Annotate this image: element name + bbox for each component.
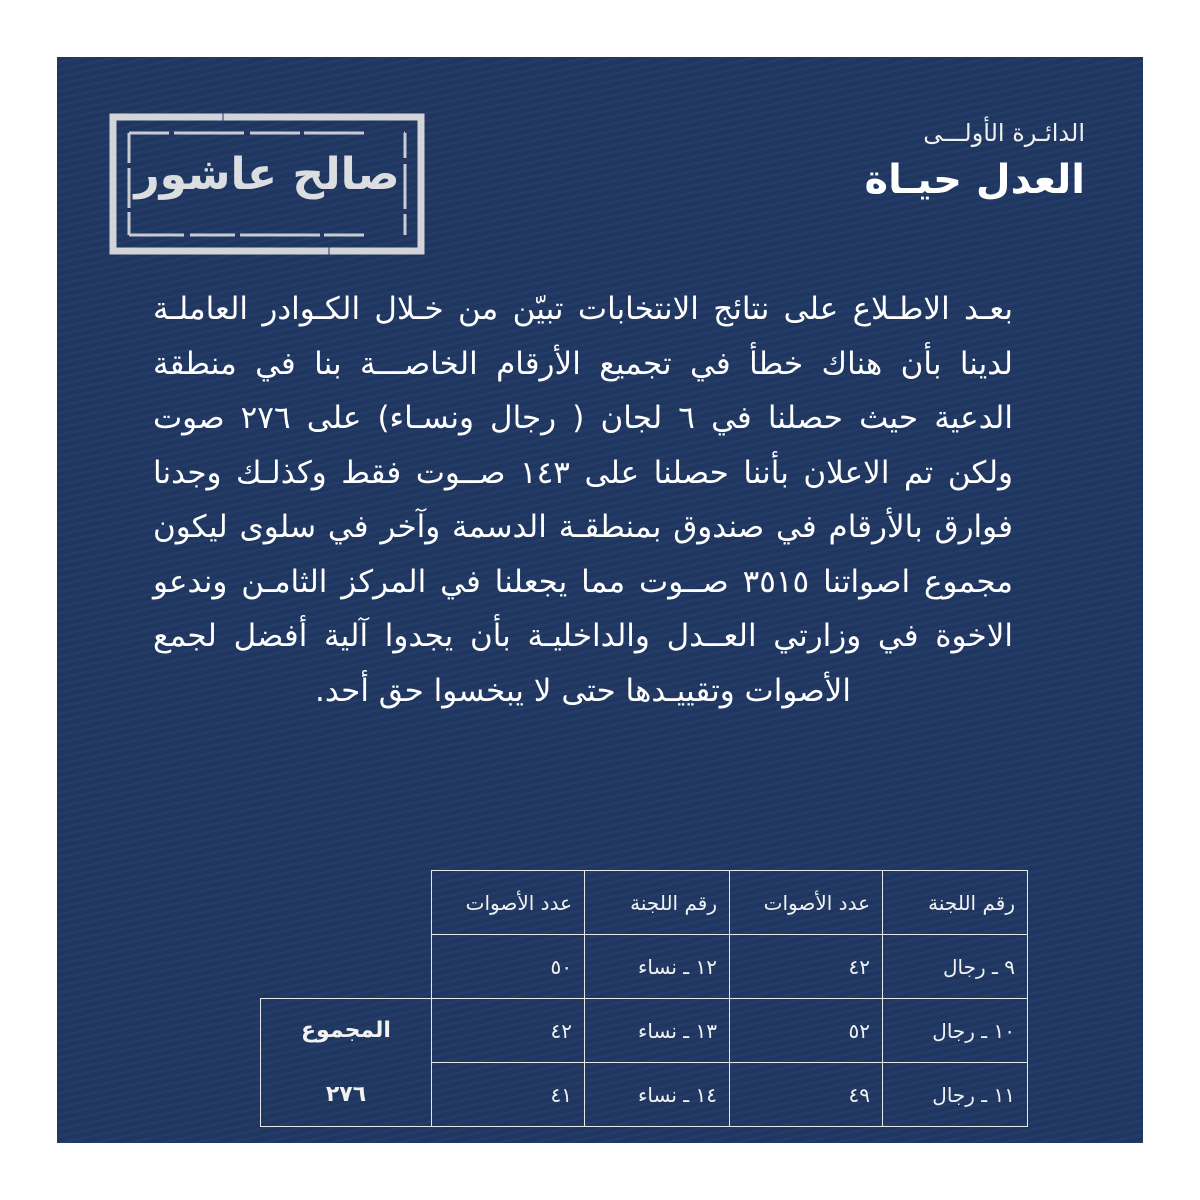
table-row xyxy=(261,935,1028,999)
total-value: ٢٧٦ xyxy=(261,1063,432,1127)
votes-table xyxy=(260,870,1028,1127)
table-cell: ١٠ ـ رجال xyxy=(883,999,1028,1063)
statement-paragraph: بعـد الاطـلاع على نتائج الانتخابات تبيّن من خـلال الكـوادر العاملـة لدينا بأن هناك خطأ في تجميع الأرقام الخاصـــة بنا في منطقة الدعية حيث حصلنا في ٦ لجان ( رجال ونسـاء) على ٢٧٦ صوت ولكن تم الاعلان بأننا حصلنا على ١٤٣ صــوت فقط وكذلـك وجدنا فوارق بالأرقام في صندوق بمنطقـة الدسمة وآخر في سلوى ليكون مجموع اصواتنا ٣٥١٥ صــوت مما يجعلنا في المركز الثامـن وندعو الاخوة في وزارتي العــدل والداخليـة بأن يجدوا آلية أفضل لجمع الأصوات وتقييـدها حتى لا يبخسوا حق أحد. xyxy=(153,291,1013,709)
table-row xyxy=(261,999,1028,1063)
table-cell: ٥٠ xyxy=(432,935,585,999)
table-cell: ١٣ ـ نساء xyxy=(585,999,730,1063)
table-cell: ٤٢ xyxy=(432,999,585,1063)
table-spacer xyxy=(261,935,432,999)
header-votes-women: عدد الأصوات xyxy=(432,871,585,935)
table-cell: ٥٢ xyxy=(730,999,883,1063)
table-cell: ٤١ xyxy=(432,1063,585,1127)
header-committee-men: رقم اللجنة xyxy=(883,871,1028,935)
name-stamp xyxy=(107,109,427,259)
statement-card xyxy=(57,57,1143,1143)
table-spacer xyxy=(261,871,432,935)
table-cell: ١٤ ـ نساء xyxy=(585,1063,730,1127)
table-header-row xyxy=(261,871,1028,935)
header-votes-men: عدد الأصوات xyxy=(730,871,883,935)
total-label: المجموع xyxy=(261,999,432,1063)
table-cell: ٤٩ xyxy=(730,1063,883,1127)
table-row xyxy=(261,1063,1028,1127)
table-cell: ٩ ـ رجال xyxy=(883,935,1028,999)
district-label: الدائـرة الأولـــى xyxy=(923,119,1085,147)
table-cell: ٤٢ xyxy=(730,935,883,999)
party-slogan: العدل حيـاة xyxy=(864,157,1085,203)
candidate-name: صالح عاشور xyxy=(134,149,400,200)
header-committee-women: رقم اللجنة xyxy=(585,871,730,935)
table-cell: ١٢ ـ نساء xyxy=(585,935,730,999)
table-cell: ١١ ـ رجال xyxy=(883,1063,1028,1127)
